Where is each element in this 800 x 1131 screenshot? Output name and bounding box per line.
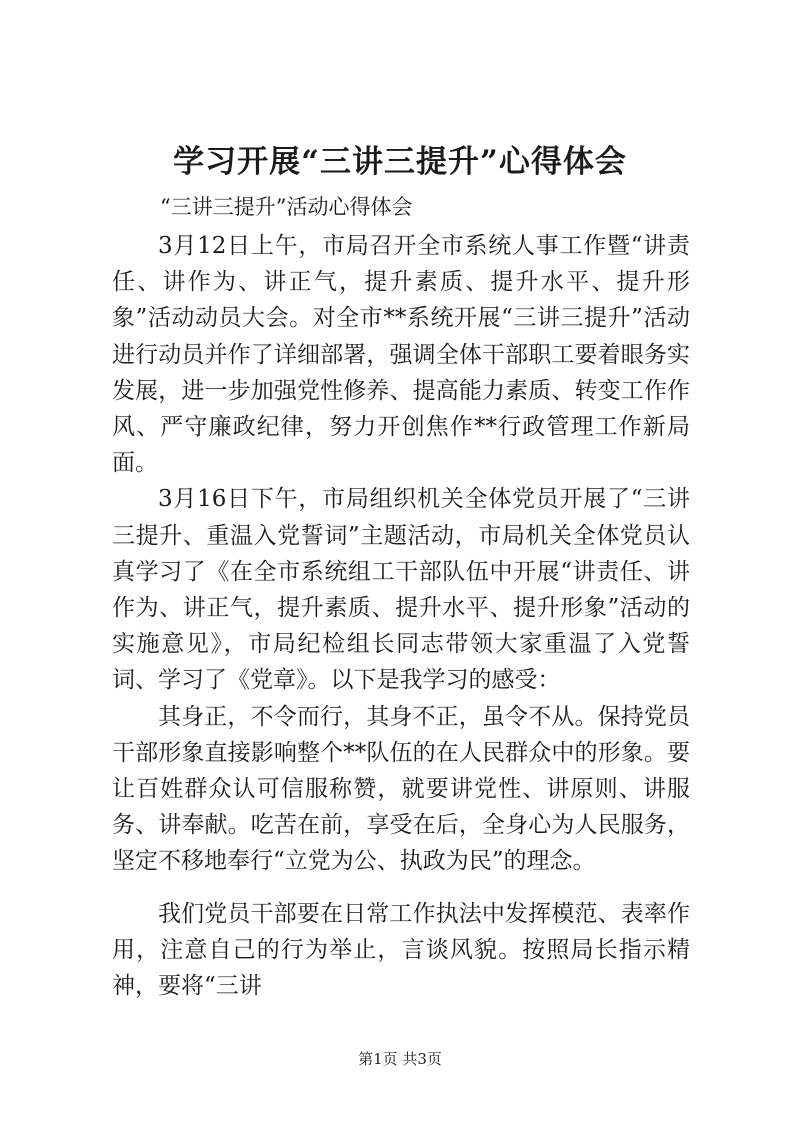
document-title: 学习开展“三讲三提升”心得体会 (173, 144, 627, 180)
document-subtitle: “三讲三提升”活动心得体会 (160, 195, 413, 219)
page-footer: 第1页 共3页 (358, 1050, 442, 1068)
document-body (112, 228, 690, 1004)
paragraph-3: 其身正，不令而行，其身不正，虽令不从。保持党员干部形象直接影响整个**队伍的在人民群众中的形象。要让百姓群众认可信服称赞，就要讲党性、讲原则、讲服务、讲奉献。吃苦在前，享受在后，全身心为人民服务，坚定不移地奉行“立党为公、执政为民”的理念。 (112, 703, 690, 875)
paragraph-2: 3月16日下午，市局组织机关全体党员开展了“三讲三提升、重温入党誓词”主题活动，市局机关全体党员认真学习了《在全市系统组工干部队伍中开展“讲责任、讲作为、讲正气，提升素质、提升水平、提升形象”活动的实施意见》，市局纪检组长同志带领大家重温了入党誓词、学习了《党章》。以下是我学习的感受： (112, 486, 690, 694)
paragraph-1: 3月12日上午，市局召开全市系统人事工作暨“讲责任、讲作为、讲正气，提升素质、提升水平、提升形象”活动动员大会。对全市**系统开展“三讲三提升”活动进行动员并作了详细部署，强调全体干部职工要着眼务实发展，进一步加强党性修养、提高能力素质、转变工作作风、严守廉政纪律，努力开创焦作**行政管理工作新局面。 (112, 233, 690, 477)
paragraph-4: 我们党员干部要在日常工作执法中发挥模范、表率作用，注意自己的行为举止，言谈风貌。按照局长指示精神，要将“三讲 (112, 900, 690, 1000)
